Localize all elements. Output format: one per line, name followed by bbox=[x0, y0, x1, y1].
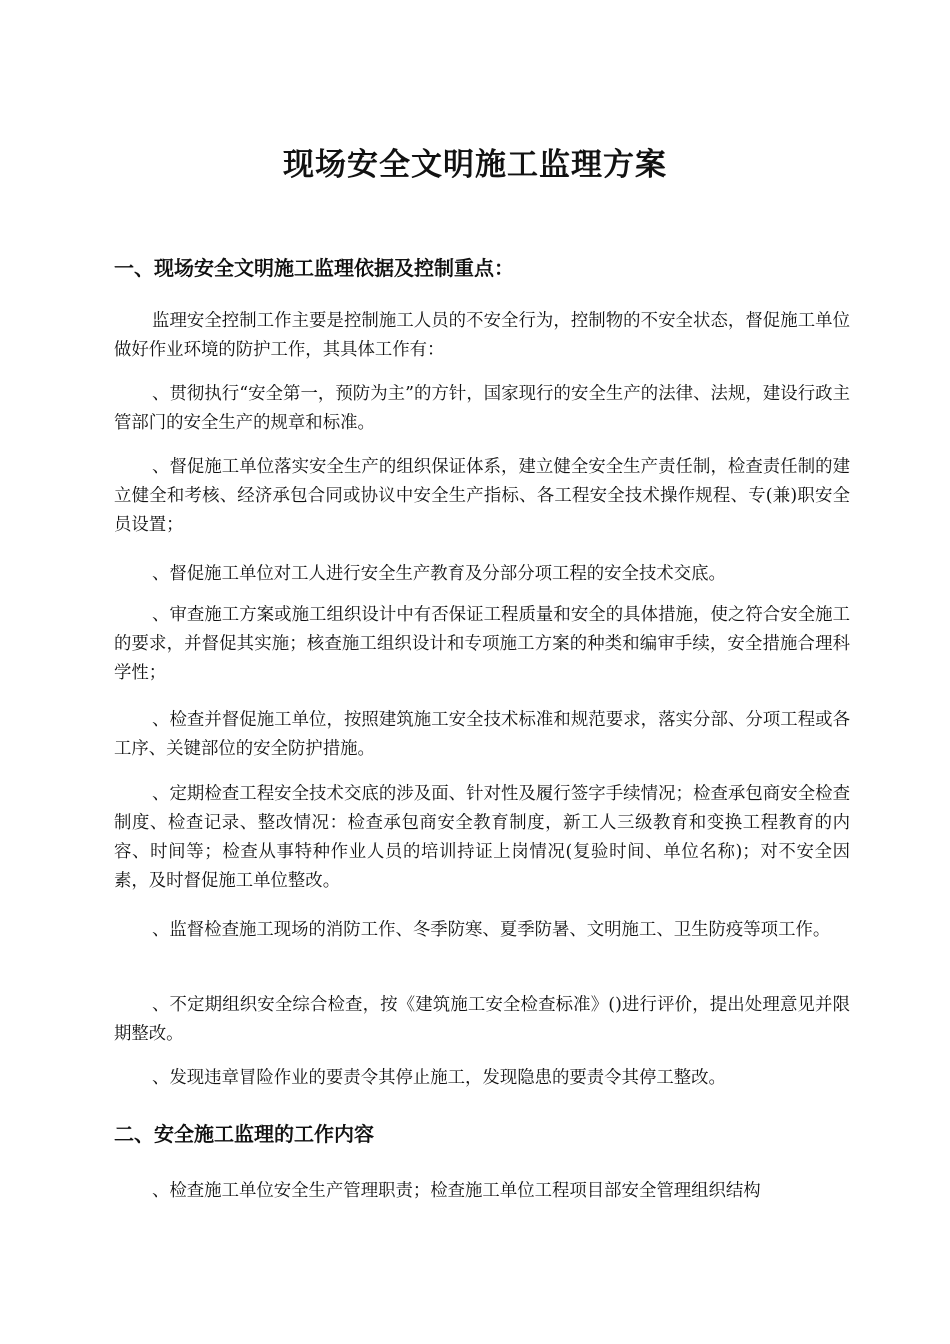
paragraph: 、督促施工单位落实安全生产的组织保证体系，建立健全安全生产责任制，检查责任制的建立健全和考核、经济承包合同或协议中安全生产指标、各工程安全技术操作规程、专(兼)职安全员设置； bbox=[114, 457, 850, 535]
paragraph: 监理安全控制工作主要是控制施工人员的不安全行为，控制物的不安全状态，督促施工单位做好作业环境的防护工作，其具体工作有： bbox=[114, 311, 850, 360]
section-1-heading: 一、现场安全文明施工监理依据及控制重点： bbox=[114, 256, 514, 280]
paragraph: 、发现违章冒险作业的要责令其停止施工，发现隐患的要责令其停工整改。 bbox=[152, 1068, 726, 1088]
paragraph: 、检查施工单位安全生产管理职责；检查施工单位工程项目部安全管理组织结构 bbox=[152, 1181, 761, 1201]
paragraph: 、贯彻执行“安全第一，预防为主”的方针，国家现行的安全生产的法律、法规，建设行政主管部门的安全生产的规章和标准。 bbox=[114, 384, 850, 433]
paragraph: 、审查施工方案或施工组织设计中有否保证工程质量和安全的具体措施，使之符合安全施工的要求，并督促其实施；核查施工组织设计和专项施工方案的种类和编审手续，安全措施合理科学性； bbox=[114, 605, 850, 683]
paragraph: 、督促施工单位对工人进行安全生产教育及分部分项工程的安全技术交底。 bbox=[152, 564, 726, 584]
paragraph: 、监督检查施工现场的消防工作、冬季防寒、夏季防暑、文明施工、卫生防疫等项工作。 bbox=[152, 920, 831, 940]
section-2-heading: 二、安全施工监理的工作内容 bbox=[114, 1122, 374, 1146]
paragraph: 、不定期组织安全综合检查，按《建筑施工安全检查标准》()进行评价，提出处理意见并限期整改。 bbox=[114, 995, 850, 1044]
paragraph: 、检查并督促施工单位，按照建筑施工安全技术标准和规范要求，落实分部、分项工程或各工序、关键部位的安全防护措施。 bbox=[114, 710, 850, 759]
document-title: 现场安全文明施工监理方案 bbox=[283, 147, 667, 183]
paragraph: 、定期检查工程安全技术交底的涉及面、针对性及履行签字手续情况；检查承包商安全检查制度、检查记录、整改情况：检查承包商安全教育制度，新工人三级教育和变换工程教育的内容、时间等；检查从事特种作业人员的培训持证上岗情况(复验时间、单位名称)；对不安全因素，及时督促施工单位整改。 bbox=[114, 784, 850, 891]
